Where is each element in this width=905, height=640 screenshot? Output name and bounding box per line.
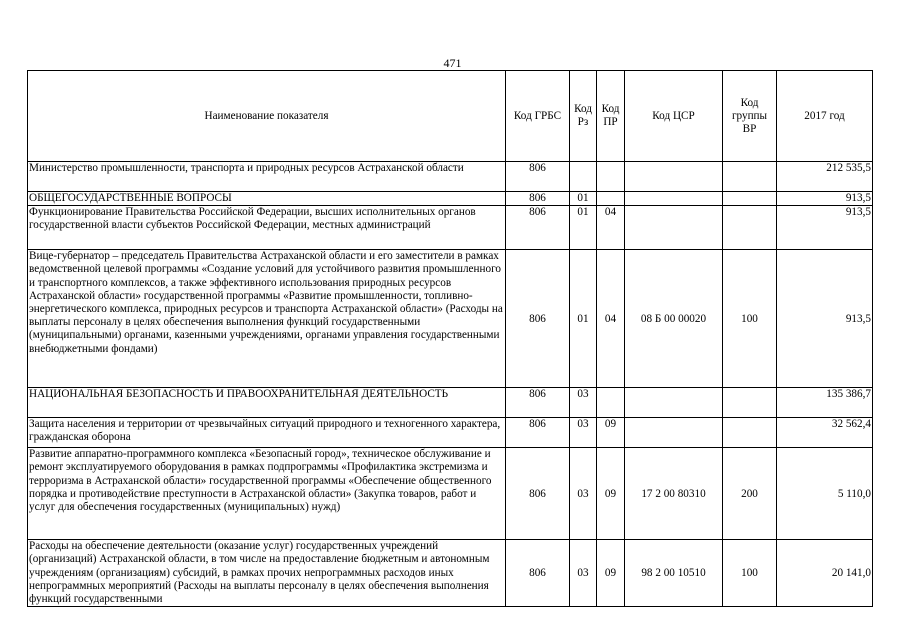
row-csr: [625, 162, 723, 192]
row-vr: [723, 192, 777, 206]
row-vr: [723, 418, 777, 448]
row-rz: 03: [570, 388, 597, 418]
row-rz: 03: [570, 418, 597, 448]
row-vr: 200: [723, 448, 777, 540]
row-value: 135 386,7: [777, 388, 873, 418]
row-rz: 01: [570, 206, 597, 250]
row-csr: 17 2 00 80310: [625, 448, 723, 540]
table-row: [28, 448, 873, 540]
row-vr: [723, 206, 777, 250]
row-pr: 09: [597, 448, 625, 540]
table-row: [28, 192, 873, 206]
row-name: Вице-губернатор – председатель Правительства Астраханской области и его заместители в рамках ведомственной целевой программы «Создание условий для устойчивого развития промышленного и транспортного комплексов, а также эффективного использования природных ресурсов Астраханской области» государственной программы «Развитие промышленности, топливно-энергетического комплекса, природных ресурсов и транспорта Астраханской области» (Расходы на выплаты персоналу в целях обеспечения выполнения функций государственными (муниципальными) органами, казенными учреждениями, органами управления государственными внебюджетными фондами): [28, 250, 506, 388]
table-row: [28, 418, 873, 448]
row-csr: 98 2 00 10510: [625, 540, 723, 607]
row-pr: 04: [597, 206, 625, 250]
header-vr: Код группы ВР: [723, 71, 777, 162]
row-grbs: 806: [506, 388, 570, 418]
row-rz: [570, 162, 597, 192]
header-csr: Код ЦСР: [625, 71, 723, 162]
row-value: 913,5: [777, 192, 873, 206]
header-grbs: Код ГРБС: [506, 71, 570, 162]
row-vr: 100: [723, 250, 777, 388]
page-number: 471: [443, 56, 462, 70]
row-value: 212 535,5: [777, 162, 873, 192]
row-grbs: 806: [506, 540, 570, 607]
row-csr: [625, 388, 723, 418]
row-name: ОБЩЕГОСУДАРСТВЕННЫЕ ВОПРОСЫ: [28, 192, 506, 206]
budget-table: [27, 70, 873, 607]
row-csr: [625, 206, 723, 250]
row-pr: 04: [597, 250, 625, 388]
row-name: Развитие аппаратно-программного комплекса «Безопасный город», техническое обслуживание и ремонт эксплуатируемого оборудования в рамках подпрограммы «Профилактика экстремизма и терроризма в Астраханской области» государственной программы «Обеспечение общественного порядка и противодействие преступности в Астраханской области» (Закупка товаров, работ и услуг для обеспечения государственных (муниципальных) нужд): [28, 448, 506, 540]
row-name: Министерство промышленности, транспорта и природных ресурсов Астраханской области: [28, 162, 506, 192]
table-row: [28, 540, 873, 607]
row-value: 20 141,0: [777, 540, 873, 607]
row-csr: [625, 192, 723, 206]
row-vr: [723, 162, 777, 192]
header-rz: Код Рз: [570, 71, 597, 162]
table-header-row: [28, 71, 873, 162]
header-name: Наименование показателя: [28, 71, 506, 162]
table-row: [28, 162, 873, 192]
row-rz: 01: [570, 192, 597, 206]
row-name: Функционирование Правительства Российской Федерации, высших исполнительных органов государственной власти субъектов Российской Федерации, местных администраций: [28, 206, 506, 250]
row-vr: [723, 388, 777, 418]
row-rz: 03: [570, 448, 597, 540]
header-pr: Код ПР: [597, 71, 625, 162]
table-row: [28, 206, 873, 250]
table-row: [28, 388, 873, 418]
row-vr: 100: [723, 540, 777, 607]
row-pr: [597, 162, 625, 192]
row-rz: 03: [570, 540, 597, 607]
row-pr: [597, 388, 625, 418]
row-name: Защита населения и территории от чрезвычайных ситуаций природного и техногенного характера, гражданская оборона: [28, 418, 506, 448]
row-name: НАЦИОНАЛЬНАЯ БЕЗОПАСНОСТЬ И ПРАВООХРАНИТЕЛЬНАЯ ДЕЯТЕЛЬНОСТЬ: [28, 388, 506, 418]
row-grbs: 806: [506, 418, 570, 448]
row-value: 32 562,4: [777, 418, 873, 448]
row-value: 5 110,0: [777, 448, 873, 540]
row-pr: [597, 192, 625, 206]
row-grbs: 806: [506, 192, 570, 206]
row-name: Расходы на обеспечение деятельности (оказание услуг) государственных учреждений (организаций) Астраханской области, в том числе на предоставление бюджетным и автономным учреждениям (организациям) субсидий, в рамках прочих непрограммных расходов иных непрограммных мероприятий (Расходы на выплаты персоналу в целях обеспечения выполнения функций государственными: [28, 540, 506, 607]
row-grbs: 806: [506, 448, 570, 540]
row-value: 913,5: [777, 206, 873, 250]
row-grbs: 806: [506, 250, 570, 388]
row-pr: 09: [597, 418, 625, 448]
row-value: 913,5: [777, 250, 873, 388]
row-rz: 01: [570, 250, 597, 388]
table-row: [28, 250, 873, 388]
row-csr: 08 Б 00 00020: [625, 250, 723, 388]
row-pr: 09: [597, 540, 625, 607]
header-year: 2017 год: [777, 71, 873, 162]
row-grbs: 806: [506, 206, 570, 250]
row-csr: [625, 418, 723, 448]
row-grbs: 806: [506, 162, 570, 192]
